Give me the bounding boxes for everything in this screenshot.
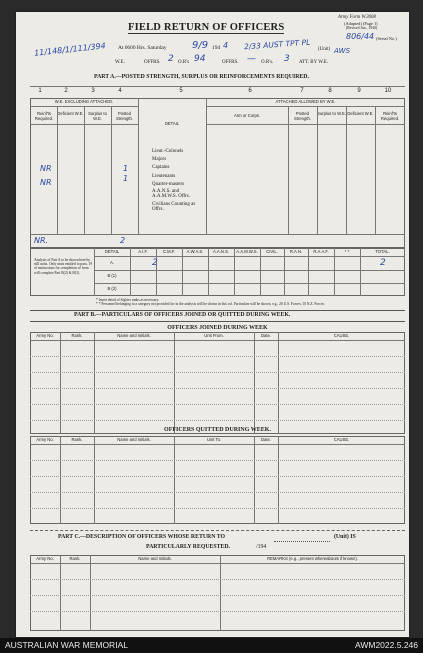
j-name: Name and Initials. bbox=[117, 333, 151, 338]
an-civil: CIVIL. bbox=[266, 249, 278, 254]
part-c-table bbox=[30, 555, 405, 631]
footnote-2: * * Personnel belonging to a category not provided for in the analysis will be shown in this col. Particulars will be shown, e.g., 20 U.S. Forces; 10 N.Z. Forces. bbox=[96, 302, 325, 306]
rule bbox=[30, 476, 405, 477]
year-prefix: 194 bbox=[212, 45, 221, 51]
rule bbox=[317, 106, 318, 234]
j-cause: CAUSE. bbox=[333, 333, 350, 338]
q-unit-to: Unit To. bbox=[206, 437, 222, 442]
joined-table bbox=[30, 332, 405, 434]
head-posted-r: Posted Strength. bbox=[294, 111, 311, 121]
rule bbox=[346, 106, 347, 234]
footer-institution: AUSTRALIAN WAR MEMORIAL bbox=[5, 640, 128, 650]
head-surplus-r: Surplus to W.E. bbox=[317, 111, 346, 116]
q-name: Name and Initials. bbox=[117, 437, 151, 442]
an-raaf: R.A.A.F. bbox=[313, 249, 329, 254]
rule bbox=[30, 563, 405, 564]
an-aans: A.A.N.S. bbox=[212, 249, 230, 254]
rule bbox=[30, 420, 405, 421]
q-cause: CAUSE. bbox=[333, 437, 350, 442]
rule bbox=[254, 436, 255, 524]
c-remarks: REMARKS (e.g., present whereabouts if known). bbox=[267, 556, 358, 561]
an-row-b1: B (1) bbox=[107, 273, 117, 278]
an-cmf: C.M.F. bbox=[162, 249, 176, 254]
rule bbox=[360, 248, 361, 296]
form-title: FIELD RETURN OF OFFICERS bbox=[128, 22, 285, 33]
form-revised: (Revised Jan., 1940) bbox=[346, 26, 378, 30]
total-hand: 2 bbox=[380, 258, 386, 268]
rank-lieutenant: Lieutenants bbox=[152, 173, 176, 179]
joined-title: OFFICERS JOINED DURING WEEK bbox=[167, 325, 268, 331]
rule bbox=[308, 248, 309, 296]
rank-captain: Captains bbox=[152, 165, 170, 171]
att-allowed-heading: ATTACHED ALLOWED BY W.E. bbox=[275, 99, 336, 104]
offrs-hand: 2 bbox=[168, 54, 174, 64]
sub-hand: AWS bbox=[334, 47, 351, 55]
ors2-hand: 3 bbox=[284, 54, 290, 64]
col-2: 2 bbox=[64, 88, 68, 94]
rule bbox=[174, 436, 175, 524]
q-army-no: Army No. bbox=[36, 437, 54, 442]
rank-major: Majors bbox=[152, 157, 167, 163]
rule bbox=[30, 340, 405, 341]
rank-lt-col: Lieut.-Colonels bbox=[152, 149, 184, 154]
unit-label: (Unit) bbox=[318, 47, 331, 52]
we-hand: 11/148/1/111/394 bbox=[33, 41, 107, 58]
part-c-requested: PARTICULARLY REQUESTED. bbox=[146, 544, 230, 550]
detail-heading: DETAIL bbox=[164, 121, 180, 126]
an-awas: A.W.A.S. bbox=[186, 249, 204, 254]
head-deficient-r: Deficient W.E. bbox=[347, 111, 374, 116]
footnote-1: * Insert detail of Sighter ranks as necessary. bbox=[96, 298, 160, 302]
rank-quartermaster: Quarter-masters bbox=[152, 181, 185, 187]
col-3: 3 bbox=[91, 88, 95, 94]
rule bbox=[30, 404, 405, 405]
part-c-date: /194 bbox=[256, 544, 267, 550]
we-label: W.E. bbox=[115, 60, 125, 65]
col-1: 1 bbox=[38, 88, 42, 94]
rule bbox=[30, 321, 405, 322]
archive-footer bbox=[0, 638, 423, 653]
j-rank: Rank. bbox=[71, 333, 83, 338]
col-6: 6 bbox=[248, 88, 252, 94]
rule bbox=[30, 372, 405, 373]
rule bbox=[30, 595, 405, 596]
j-date: Date. bbox=[260, 333, 271, 338]
rule bbox=[90, 555, 91, 631]
rule bbox=[156, 248, 157, 296]
rule bbox=[220, 555, 221, 631]
head-arm-corps: Arm or Corps. bbox=[233, 113, 261, 118]
rule bbox=[30, 310, 405, 311]
footer-accession: AWM2022.5.246 bbox=[355, 640, 418, 650]
rule bbox=[254, 332, 255, 434]
rule bbox=[375, 106, 376, 234]
serial-number-hand: 806/44 bbox=[346, 32, 375, 41]
an-aif: A.I.F. bbox=[138, 249, 148, 254]
ors2-label: O.R's. bbox=[261, 60, 274, 65]
offrs-label: OFFRS. bbox=[144, 60, 161, 65]
rule bbox=[84, 106, 85, 234]
part-b-title: PART B.—PARTICULARS OF OFFICERS JOINED OR QUITTED DURING WEEK. bbox=[74, 312, 291, 318]
part-a-top-rule bbox=[30, 86, 405, 87]
head-deficient: Deficient W.E. bbox=[57, 111, 84, 116]
rule bbox=[30, 234, 405, 235]
rule bbox=[130, 248, 131, 296]
form-sheet bbox=[16, 12, 409, 637]
at-hours-label: At 0600 Hrs. Saturday bbox=[118, 45, 167, 51]
rule bbox=[30, 492, 405, 493]
rule bbox=[174, 332, 175, 434]
aif-hand: 2 bbox=[152, 258, 158, 268]
rule bbox=[30, 444, 405, 445]
col-9: 9 bbox=[357, 88, 361, 94]
an-row-a: A. bbox=[110, 260, 114, 265]
rule bbox=[60, 436, 61, 524]
total-nr-hand: NR. bbox=[34, 236, 49, 245]
an-aamws: A.A.M.W.S. bbox=[236, 249, 258, 254]
ors-label: O.R's bbox=[178, 60, 190, 65]
rule bbox=[30, 530, 405, 531]
rule bbox=[94, 332, 95, 434]
col-7: 7 bbox=[300, 88, 304, 94]
quitted-title: OFFICERS QUITTED DURING WEEK. bbox=[164, 427, 271, 433]
head-posted: Posted Strength. bbox=[116, 111, 133, 121]
c-army-no: Army No. bbox=[36, 556, 54, 561]
rule bbox=[288, 106, 289, 234]
an-ran: R.A.N. bbox=[289, 249, 303, 254]
q-date: Date. bbox=[260, 437, 271, 442]
rule bbox=[94, 256, 405, 257]
rule bbox=[94, 270, 405, 271]
rule bbox=[274, 541, 330, 542]
j-army-no: Army No. bbox=[36, 333, 54, 338]
offrs2-label: OFFRS. bbox=[222, 60, 239, 65]
j-unit-from: Unit From. bbox=[204, 333, 224, 338]
col-4: 4 bbox=[118, 88, 122, 94]
part-c-title: PART C.—DESCRIPTION OF OFFICERS WHOSE RETURN TO bbox=[58, 534, 226, 540]
an-total: TOTAL. bbox=[375, 249, 390, 254]
head-reinf: Reinf'ts Required. bbox=[34, 111, 54, 121]
rule bbox=[94, 436, 95, 524]
rule bbox=[30, 388, 405, 389]
rule bbox=[57, 106, 58, 234]
rule bbox=[138, 98, 139, 234]
hand-captains: 1 bbox=[123, 164, 129, 173]
analysis-note: Analysis of Part A to be shown here by still units. Only units entitled to para. 19 of instructions for completion of form will complete Part B(2) & B(3). bbox=[34, 258, 92, 275]
col-5: 5 bbox=[179, 88, 183, 94]
rule bbox=[206, 98, 207, 234]
an-other: * * bbox=[344, 249, 350, 254]
part-a-title: PART A.—POSTED STRENGTH, SURPLUS OR REINFORCEMENTS REQUIRED. bbox=[94, 74, 309, 80]
part-c-unit-is: (Unit) IS bbox=[334, 534, 356, 540]
serial-label: (Serial No.) bbox=[376, 36, 397, 41]
hand-nr-1: NR bbox=[40, 164, 52, 173]
att-label: ATT. BY W.E. bbox=[299, 60, 329, 65]
rank-aans: A.A.N.S. and A.A.M.W.S. Offrs. bbox=[152, 189, 190, 200]
c-name: Name and Initials. bbox=[138, 556, 172, 561]
rank-list bbox=[152, 148, 204, 212]
rank-civilian: Civilians Counting as Offrs. bbox=[152, 202, 196, 213]
form-adapted: (Adapted) (Page 1) bbox=[344, 21, 378, 26]
col-10: 10 bbox=[384, 88, 392, 94]
rule bbox=[234, 248, 235, 296]
rule bbox=[30, 460, 405, 461]
head-surplus: Surplus to W.E. bbox=[88, 111, 107, 121]
rule bbox=[334, 248, 335, 296]
rule bbox=[30, 508, 405, 509]
rule bbox=[30, 579, 405, 580]
head-reinf-r: Reinf'ts Required. bbox=[380, 111, 400, 121]
total-posted-hand: 2 bbox=[120, 236, 126, 245]
we-excl-heading: W.E. EXCLUDING ATTACHED. bbox=[54, 99, 114, 104]
offrs2-hand: — bbox=[247, 54, 256, 64]
hand-nr-2: NR bbox=[40, 178, 52, 187]
c-rank: Rank. bbox=[69, 556, 81, 561]
rule bbox=[94, 283, 405, 284]
rule bbox=[260, 248, 261, 296]
q-rank: Rank. bbox=[71, 437, 83, 442]
quitted-table bbox=[30, 436, 405, 524]
col-8: 8 bbox=[328, 88, 332, 94]
rule bbox=[60, 555, 61, 631]
date-hand: 9/9 bbox=[192, 40, 209, 51]
rule bbox=[182, 248, 183, 296]
rule bbox=[208, 248, 209, 296]
rule bbox=[278, 436, 279, 524]
rule bbox=[30, 356, 405, 357]
unit-hand: 2/33 AUST TPT PL bbox=[243, 37, 311, 52]
an-detail: DETAIL bbox=[104, 249, 120, 254]
an-row-b2: B (2) bbox=[107, 286, 117, 291]
ors-hand: 94 bbox=[194, 54, 206, 64]
rule bbox=[111, 106, 112, 234]
rule bbox=[30, 611, 405, 612]
form-number: Army Form W.3008 bbox=[338, 15, 376, 20]
rule bbox=[284, 248, 285, 296]
hand-lieutenants: 1 bbox=[123, 174, 129, 183]
rule bbox=[60, 332, 61, 434]
rule bbox=[278, 332, 279, 434]
year-hand: 4 bbox=[223, 41, 229, 50]
